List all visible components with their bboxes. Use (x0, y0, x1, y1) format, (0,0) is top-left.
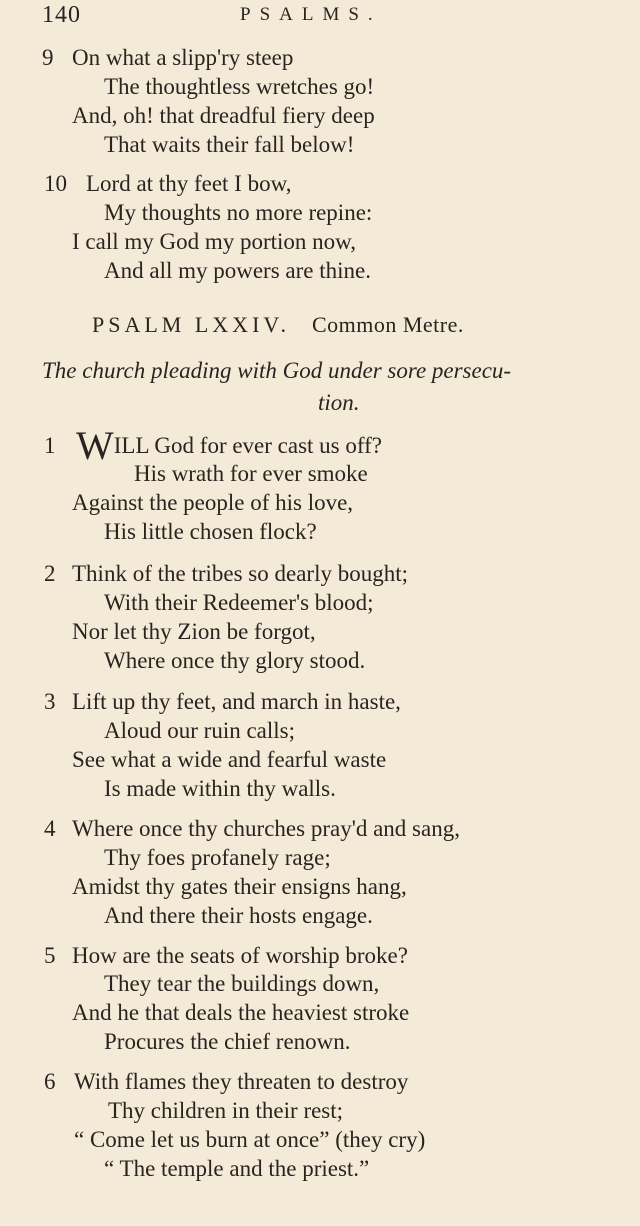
psalm-heading (92, 312, 464, 338)
verse-line-rest: ILL God for ever cast us off? (113, 433, 382, 458)
verse-line: With their Redeemer's blood; (104, 590, 374, 615)
page-header (42, 2, 602, 26)
verse-line: Where once thy glory stood. (104, 648, 366, 673)
stanza-number: 9 (42, 45, 54, 70)
verse-line: And he that deals the heaviest stroke (72, 1000, 410, 1025)
verse-line: Thy children in their rest; (108, 1098, 344, 1123)
verse-line: Lift up thy feet, and march in haste, (72, 689, 401, 714)
verse-line: His little chosen flock? (104, 519, 317, 544)
drop-capital: W (76, 423, 114, 468)
verse-line: Lord at thy feet I bow, (86, 171, 292, 196)
verse-line: His wrath for ever smoke (134, 461, 368, 486)
verse-line: Procures the chief renown. (104, 1029, 351, 1054)
running-head: PSALMS. (240, 4, 382, 25)
verse-line: Thy foes profanely rage; (104, 845, 331, 870)
verse-line: With flames they threaten to destroy (74, 1069, 409, 1094)
verse-line: And, oh! that dreadful fiery deep (72, 103, 375, 128)
verse-line: Aloud our ruin calls; (104, 718, 295, 743)
psalm-argument: The church pleading with God under sore persecu- (42, 358, 512, 383)
stanza-number: 10 (44, 171, 67, 196)
stanza-number: 3 (44, 689, 56, 714)
verse-line: My thoughts no more repine: (104, 200, 373, 225)
psalm-argument-continued: tion. (318, 390, 360, 415)
psalm-metre: Common Metre. (311, 312, 464, 337)
stanza-number: 4 (44, 816, 56, 841)
verse-line: They tear the buildings down, (104, 971, 380, 996)
verse-line: How are the seats of worship broke? (72, 943, 408, 968)
verse-line: Think of the tribes so dearly bought; (72, 561, 408, 586)
verse-line: I call my God my portion now, (72, 229, 357, 254)
verse-line: And all my powers are thine. (104, 258, 371, 283)
verse-line: Against the people of his love, (72, 490, 354, 515)
stanza-number: 1 (44, 433, 56, 458)
page-number: 140 (42, 2, 81, 28)
stanza-number: 2 (44, 561, 56, 586)
verse-line: Is made within thy walls. (104, 776, 336, 801)
verse-line: And there their hosts engage. (104, 903, 373, 928)
verse-line: Where once thy churches pray'd and sang, (72, 816, 460, 841)
verse-line: See what a wide and fearful waste (72, 747, 387, 772)
verse-line: Amidst thy gates their ensigns hang, (72, 874, 407, 899)
verse-line: “ Come let us burn at once” (they cry) (74, 1127, 426, 1152)
verse-line (76, 423, 382, 468)
verse-line: The thoughtless wretches go! (104, 74, 375, 99)
verse-line: That waits their fall below! (104, 132, 355, 157)
stanza-number: 6 (44, 1069, 56, 1094)
psalm-title: PSALM LXXIV. (92, 312, 290, 337)
stanza-number: 5 (44, 943, 56, 968)
verse-line: Nor let thy Zion be forgot, (72, 619, 316, 644)
verse-line: “ The temple and the priest.” (104, 1156, 370, 1181)
verse-line: On what a slipp'ry steep (72, 45, 294, 70)
